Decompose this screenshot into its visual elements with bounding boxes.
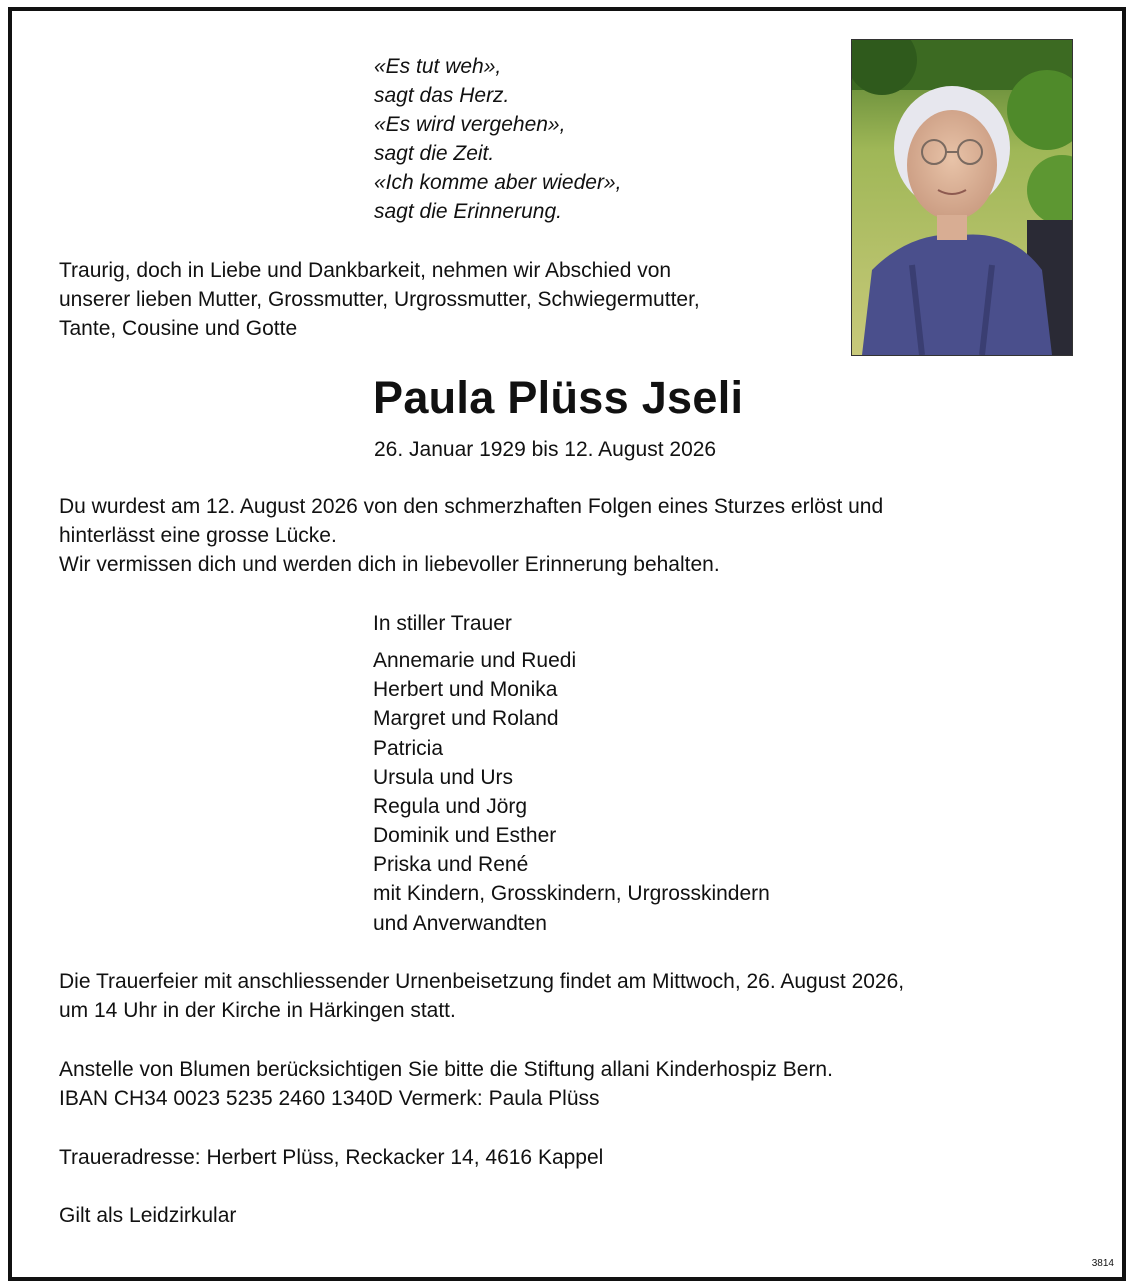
poem-line: sagt das Herz. xyxy=(374,84,510,107)
iban-line: IBAN CH34 0023 5235 2460 1340D Vermerk: Paula Plüss xyxy=(59,1087,600,1110)
poem-line: «Ich komme aber wieder», xyxy=(374,171,622,194)
intro-line: Tante, Cousine und Gotte xyxy=(59,317,298,340)
donation-line: Anstelle von Blumen berücksichtigen Sie bitte die Stiftung allani Kinderhospiz Bern. xyxy=(59,1058,833,1081)
mourner-name: mit Kindern, Grosskindern, Urgrosskindern xyxy=(373,882,770,905)
mourners-heading: In stiller Trauer xyxy=(373,612,512,635)
mourner-name: Margret und Roland xyxy=(373,707,559,730)
life-dates: 26. Januar 1929 bis 12. August 2026 xyxy=(374,438,717,461)
mourner-name: Herbert und Monika xyxy=(373,678,558,701)
message-line: Wir vermissen dich und werden dich in liebevoller Erinnerung behalten. xyxy=(59,553,720,576)
intro-line: unserer lieben Mutter, Grossmutter, Urgrossmutter, Schwiegermutter, xyxy=(59,288,700,311)
deceased-name: Paula Plüss Jseli xyxy=(373,372,744,423)
ceremony-line: um 14 Uhr in der Kirche in Härkingen statt. xyxy=(59,999,456,1022)
poem-line: «Es wird vergehen», xyxy=(374,113,566,136)
ceremony-line: Die Trauerfeier mit anschliessender Urnenbeisetzung findet am Mittwoch, 26. August 2026, xyxy=(59,970,905,993)
mourner-name: Regula und Jörg xyxy=(373,795,528,818)
mourner-name: Patricia xyxy=(373,737,444,760)
mourner-name: Ursula und Urs xyxy=(373,766,514,789)
circular-note: Gilt als Leidzirkular xyxy=(59,1204,237,1227)
message-line: Du wurdest am 12. August 2026 von den schmerzhaften Folgen eines Sturzes erlöst und xyxy=(59,495,884,518)
portrait-photo xyxy=(851,39,1073,356)
poem-line: sagt die Zeit. xyxy=(374,142,495,165)
reference-number: 3814 xyxy=(1091,1258,1114,1269)
message-line: hinterlässt eine grosse Lücke. xyxy=(59,524,337,547)
portrait-photo-icon xyxy=(852,40,1072,355)
poem-line: «Es tut weh», xyxy=(374,55,502,78)
mourner-name: Priska und René xyxy=(373,853,529,876)
mourner-name: Annemarie und Ruedi xyxy=(373,649,577,672)
poem-line: sagt die Erinnerung. xyxy=(374,200,562,223)
mourner-name: Dominik und Esther xyxy=(373,824,557,847)
intro-line: Traurig, doch in Liebe und Dankbarkeit, nehmen wir Abschied von xyxy=(59,259,672,282)
mourning-address: Traueradresse: Herbert Plüss, Reckacker 14, 4616 Kappel xyxy=(59,1146,604,1169)
mourner-name: und Anverwandten xyxy=(373,912,547,935)
